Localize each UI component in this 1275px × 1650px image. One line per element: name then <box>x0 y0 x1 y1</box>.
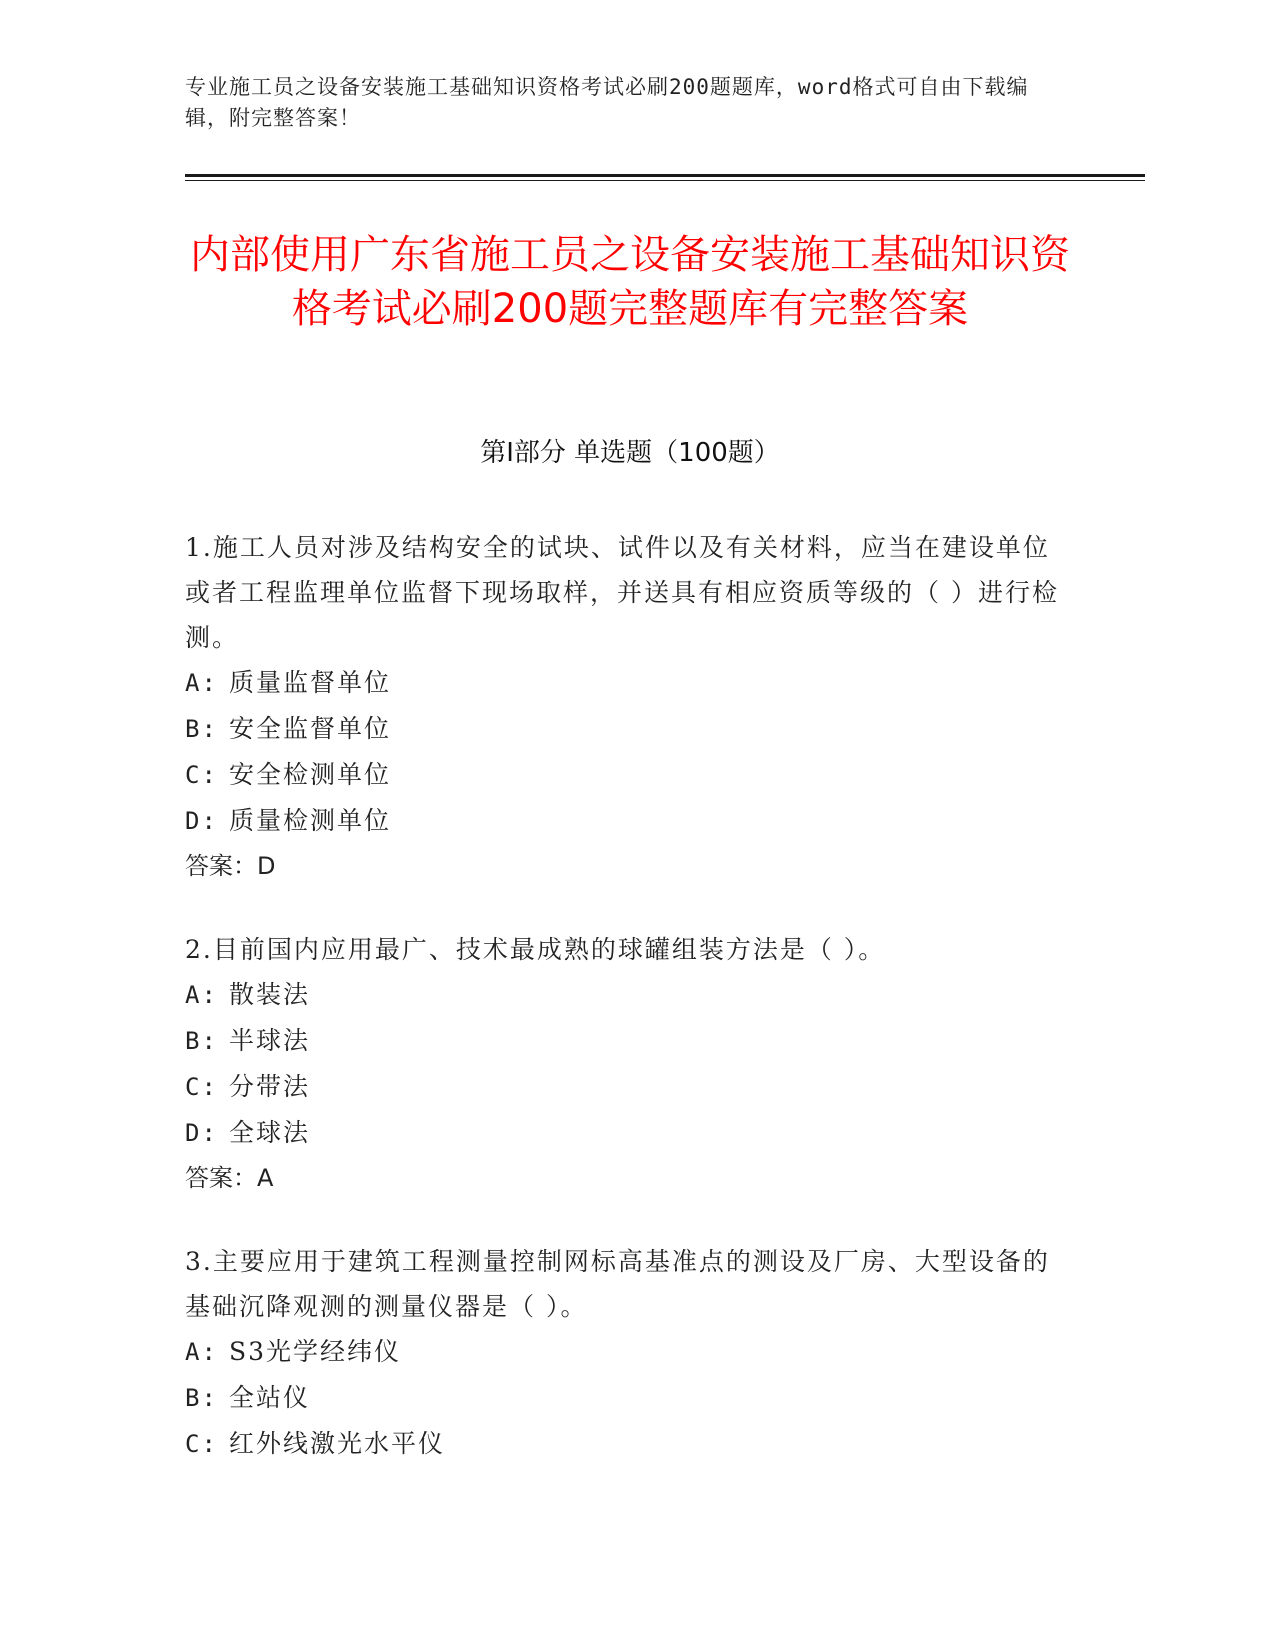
option-text: 半球法 <box>229 1026 311 1055</box>
option-a <box>185 660 1065 706</box>
option-text: 红外线激光水平仪 <box>229 1429 446 1458</box>
section-title: 第Ⅰ部分 单选题（100题） <box>480 438 780 468</box>
option-letter: A: <box>185 981 218 1009</box>
option-b <box>185 706 1065 752</box>
question-item <box>185 525 1065 889</box>
answer-line: 答案：D <box>185 852 276 880</box>
option-letter: C: <box>185 761 218 789</box>
option-letter: D: <box>185 1119 218 1147</box>
question-list <box>185 525 1065 1505</box>
option-letter: C: <box>185 1073 218 1101</box>
question-text: 1.施工人员对涉及结构安全的试块、试件以及有关材料，应当在建设单位或者工程监理单位监督下现场取样，并送具有相应资质等级的（ ）进行检测。 <box>185 533 1059 652</box>
option-text: 质量检测单位 <box>229 806 392 835</box>
option-text: 安全检测单位 <box>229 760 392 789</box>
option-letter: C: <box>185 1430 218 1458</box>
option-a <box>185 972 1065 1018</box>
option-text: 分带法 <box>229 1072 311 1101</box>
question-text: 2.目前国内应用最广、技术最成熟的球罐组装方法是（ ）。 <box>185 935 886 964</box>
header-note: 专业施工员之设备安装施工基础知识资格考试必刷200题题库，word格式可自由下载编辑，附完整答案！ <box>185 75 1029 130</box>
option-b <box>185 1375 1065 1421</box>
option-letter: B: <box>185 1027 218 1055</box>
option-text: 安全监督单位 <box>229 714 392 743</box>
header-rule-thin <box>185 180 1145 181</box>
option-d <box>185 1110 1065 1156</box>
question-item <box>185 927 1065 1201</box>
option-letter: B: <box>185 715 218 743</box>
header-rule-thick <box>185 174 1145 177</box>
option-b <box>185 1018 1065 1064</box>
option-text: 质量监督单位 <box>229 668 392 697</box>
option-letter: D: <box>185 807 218 835</box>
question-text: 3.主要应用于建筑工程测量控制网标高基准点的测设及厂房、大型设备的基础沉降观测的测量仪器是（ ）。 <box>185 1247 1050 1321</box>
option-letter: A: <box>185 669 218 697</box>
option-text: 散装法 <box>229 980 311 1009</box>
option-text: 全站仪 <box>229 1383 311 1412</box>
question-item <box>185 1239 1065 1467</box>
option-letter: B: <box>185 1384 218 1412</box>
option-a <box>185 1329 1065 1375</box>
option-text: S3光学经纬仪 <box>229 1337 402 1366</box>
option-d <box>185 798 1065 844</box>
option-c <box>185 1064 1065 1110</box>
answer-line: 答案：A <box>185 1164 274 1192</box>
option-c <box>185 752 1065 798</box>
document-title: 内部使用广东省施工员之设备安装施工基础知识资格考试必刷200题完整题库有完整答案 <box>190 232 1070 332</box>
option-text: 全球法 <box>229 1118 311 1147</box>
option-c <box>185 1421 1065 1467</box>
option-letter: A: <box>185 1338 218 1366</box>
